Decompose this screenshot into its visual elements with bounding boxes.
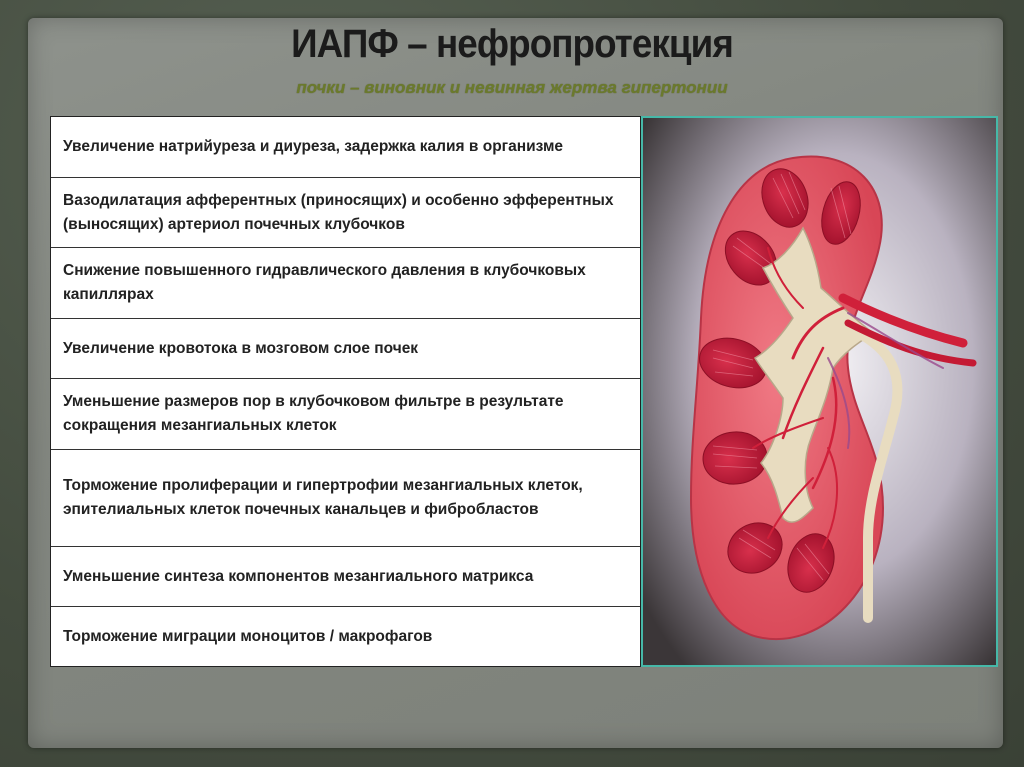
row-text: Увеличение натрийуреза и диуреза, задержка калия в организме	[63, 138, 564, 155]
table-row	[51, 178, 640, 248]
row-text: Торможение миграции моноцитов / макрофагов	[63, 627, 433, 645]
table-row	[51, 607, 640, 666]
effects-table	[50, 116, 641, 667]
slide-title: ИАПФ – нефропротекция	[291, 22, 733, 66]
kidney-illustration	[641, 116, 998, 667]
table-row	[51, 248, 640, 319]
slide-subtitle: почки – виновник и невинная жертва гипертонии	[296, 78, 728, 97]
table-row	[51, 117, 640, 178]
row-text: Увеличение кровотока в мозговом слое почек	[63, 339, 419, 357]
row-text: Уменьшение размеров пор в клубочковом фильтре в результате сокращения мезангиальных клеток	[63, 393, 564, 434]
row-text: Торможение пролиферации и гипертрофии мезангиальных клеток, эпителиальных клеток почечных канальцев и фибробластов	[63, 477, 583, 518]
table-row	[51, 319, 640, 379]
table-row	[51, 547, 640, 607]
table-row	[51, 450, 640, 547]
row-text: Вазодилатация афферентных (приносящих) и особенно эфферентных (выносящих) артериол почечных клубочков	[63, 191, 614, 233]
table-row	[51, 379, 640, 450]
row-text: Уменьшение синтеза компонентов мезангиального матрикса	[63, 567, 534, 585]
row-text: Снижение повышенного гидравлического давления в клубочковых капиллярах	[63, 262, 586, 303]
kidney-icon	[643, 118, 996, 665]
